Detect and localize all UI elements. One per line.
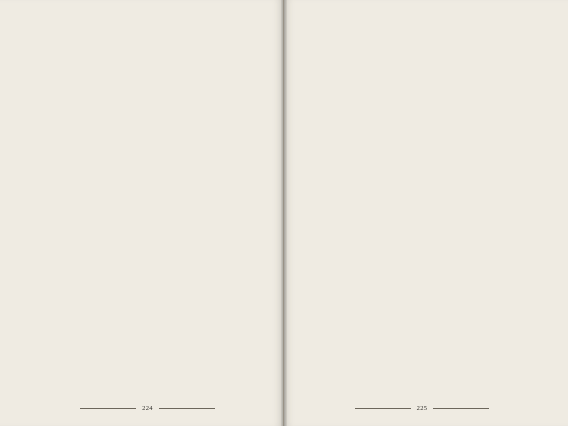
left-page-text <box>22 12 273 384</box>
footer-rule-right <box>433 408 489 409</box>
footer-rule-left <box>80 408 136 409</box>
right-page-footer <box>284 405 568 412</box>
page-number: 224 <box>142 405 153 412</box>
book-gutter <box>281 0 287 426</box>
right-page-text <box>296 12 548 384</box>
page-number: 225 <box>416 405 428 412</box>
footer-rule-right <box>159 408 215 409</box>
right-page <box>284 0 568 426</box>
left-page-footer <box>0 405 283 412</box>
footer-rule-left <box>355 408 411 409</box>
